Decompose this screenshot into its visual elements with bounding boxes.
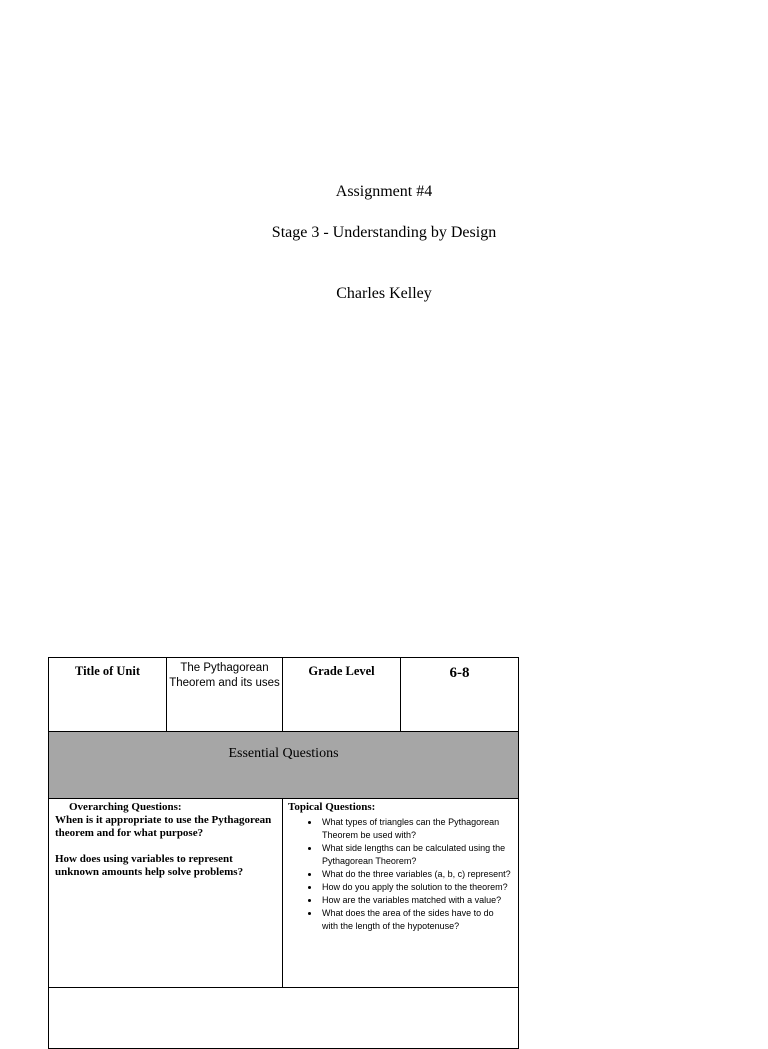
overarching-questions-cell [49,799,283,988]
grade-level-label: Grade Level [283,658,401,732]
title-of-unit-label: Title of Unit [49,658,167,732]
topical-question-list [288,816,512,933]
assignment-title: Assignment #4 [335,183,433,200]
spacer [55,840,276,853]
empty-row [49,988,519,1049]
topical-questions-cell [283,799,519,988]
topical-question: • What side lengths can be calculated using the Pythagorean Theorem? [320,842,512,868]
overarching-question: When is it appropriate to use the Pythagorean theorem and for what purpose? [55,814,272,839]
questions-row [49,799,519,988]
title-of-unit-value: The Pythagorean Theorem and its uses [167,658,283,732]
stage-subtitle: Stage 3 - Understanding by Design [271,224,497,241]
essential-questions-heading: Essential Questions [49,732,519,799]
unit-info-row [49,658,519,732]
author-name: Charles Kelley [336,285,432,302]
overarching-question: How does using variables to represent unknown amounts help solve problems? [55,853,244,878]
topical-heading: Topical Questions: [288,801,376,813]
topical-question: • What does the area of the sides have to do with the length of the hypotenuse? [320,907,512,933]
grade-level-value: 6-8 [401,658,519,732]
topical-question: • How do you apply the solution to the theorem? [320,881,512,894]
unit-plan-table [48,657,519,1049]
topical-question: • What do the three variables (a, b, c) represent? [320,868,512,881]
topical-question: • What types of triangles can the Pythagorean Theorem be used with? [320,816,512,842]
empty-cell [49,988,519,1049]
overarching-heading: Overarching Questions: [69,801,182,813]
topical-question: • How are the variables matched with a value? [320,894,512,907]
essential-questions-row [49,732,519,799]
